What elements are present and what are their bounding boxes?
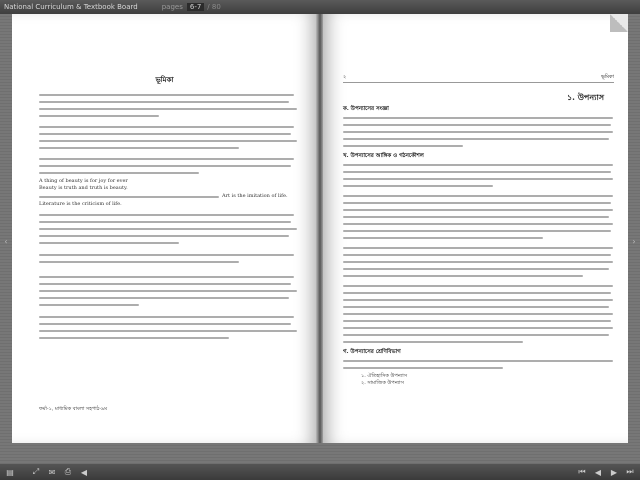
text-line xyxy=(343,209,613,211)
text-line xyxy=(343,334,609,336)
prev-page-icon[interactable]: ◀ xyxy=(594,467,602,477)
page-number: ২ xyxy=(343,74,347,80)
app-title: National Curriculum & Textbook Board xyxy=(4,3,138,11)
text-line xyxy=(343,261,613,263)
text-line xyxy=(343,306,609,308)
text-line xyxy=(343,275,583,277)
running-head: ভূমিকা xyxy=(601,74,614,80)
text-line xyxy=(39,297,289,299)
text-line xyxy=(343,216,609,218)
bottom-toolbar xyxy=(0,464,640,480)
text-line xyxy=(39,261,239,263)
text-line xyxy=(343,247,613,249)
text-line xyxy=(343,320,611,322)
last-page-icon[interactable]: ⏭ xyxy=(626,467,634,476)
quote-line: A thing of beauty is for joy for ever xyxy=(39,178,128,184)
text-line xyxy=(343,285,613,287)
text-line xyxy=(39,140,297,142)
text-line xyxy=(343,195,613,197)
zoom-icon[interactable]: ⤢ xyxy=(32,467,40,476)
text-line xyxy=(343,223,613,225)
text-line xyxy=(343,313,613,315)
text-line xyxy=(39,165,291,167)
text-line xyxy=(39,276,294,278)
text-line xyxy=(343,138,609,140)
text-line xyxy=(343,360,613,362)
text-line xyxy=(343,171,611,173)
text-line xyxy=(343,299,613,301)
list-item: ১. ঐতিহাসিক উপন্যাস xyxy=(361,373,407,379)
text-line xyxy=(39,147,239,149)
text-line xyxy=(39,101,289,103)
quote-line: Literature is the criticism of life. xyxy=(39,201,122,207)
text-line xyxy=(343,327,613,329)
section-heading: খ. উপন্যাসের আঙ্গিক ও গঠনকৌশল xyxy=(343,153,424,159)
text-line xyxy=(343,292,611,294)
left-page-title: ভূমিকা xyxy=(155,75,174,84)
text-line xyxy=(39,133,291,135)
text-line xyxy=(39,316,294,318)
text-line xyxy=(39,115,159,117)
page-number-input[interactable]: 6-7 xyxy=(187,3,204,11)
text-line xyxy=(343,124,611,126)
text-line xyxy=(343,164,613,166)
text-line xyxy=(39,158,294,160)
book-icon[interactable]: ▤ xyxy=(6,467,14,477)
next-page-arrow[interactable]: › xyxy=(632,236,636,246)
list-item: ২. সামাজিক উপন্যাস xyxy=(361,380,404,386)
text-line xyxy=(39,323,291,325)
chapter-title: ১. উপন্যাস xyxy=(566,92,605,102)
text-line xyxy=(39,126,294,128)
section-heading: গ. উপন্যাসের শ্রেণিবিভাগ xyxy=(343,349,401,355)
text-line xyxy=(343,268,609,270)
quote-line: Beauty is truth and truth is beauty. xyxy=(39,185,128,191)
text-line xyxy=(343,237,543,239)
top-toolbar xyxy=(0,0,640,14)
text-line xyxy=(39,214,294,216)
section-heading: ক. উপন্যাসের সংজ্ঞা xyxy=(343,106,389,112)
page-curl-corner[interactable] xyxy=(610,14,628,32)
text-line xyxy=(39,235,289,237)
sound-icon[interactable]: ◀ xyxy=(80,467,88,477)
text-line xyxy=(343,367,503,369)
text-line xyxy=(39,172,199,174)
text-line xyxy=(343,185,493,187)
text-line xyxy=(343,145,463,147)
print-icon[interactable]: ⎙ xyxy=(64,467,72,476)
text-line xyxy=(39,254,294,256)
first-page-icon[interactable]: ⏮ xyxy=(578,467,586,476)
text-line xyxy=(39,337,229,339)
text-line xyxy=(343,178,613,180)
header-rule xyxy=(343,82,614,83)
pages-label: pages xyxy=(161,3,183,11)
text-line xyxy=(39,221,291,223)
text-line xyxy=(39,290,297,292)
text-line xyxy=(39,304,139,306)
text-line xyxy=(39,242,179,244)
text-line xyxy=(39,94,294,96)
text-line xyxy=(39,283,291,285)
share-icon[interactable]: ✉ xyxy=(48,467,56,477)
prev-page-arrow[interactable]: ‹ xyxy=(4,236,8,246)
text-line xyxy=(39,108,297,110)
left-page-footer: ফর্মা-১, মাধ্যমিক বাংলা সহপাঠ-৯ম xyxy=(39,406,108,412)
text-line xyxy=(343,202,611,204)
page-total: / 80 xyxy=(207,3,221,11)
text-line xyxy=(39,196,219,198)
quote-line: Art is the imitation of life. xyxy=(222,193,288,199)
text-line xyxy=(39,330,297,332)
text-line xyxy=(343,341,523,343)
text-line xyxy=(343,254,611,256)
left-page[interactable] xyxy=(12,14,317,443)
text-line xyxy=(343,131,613,133)
right-page[interactable] xyxy=(323,14,628,443)
next-page-icon[interactable]: ▶ xyxy=(610,467,618,477)
text-line xyxy=(343,117,613,119)
text-line xyxy=(39,228,297,230)
text-line xyxy=(343,230,611,232)
